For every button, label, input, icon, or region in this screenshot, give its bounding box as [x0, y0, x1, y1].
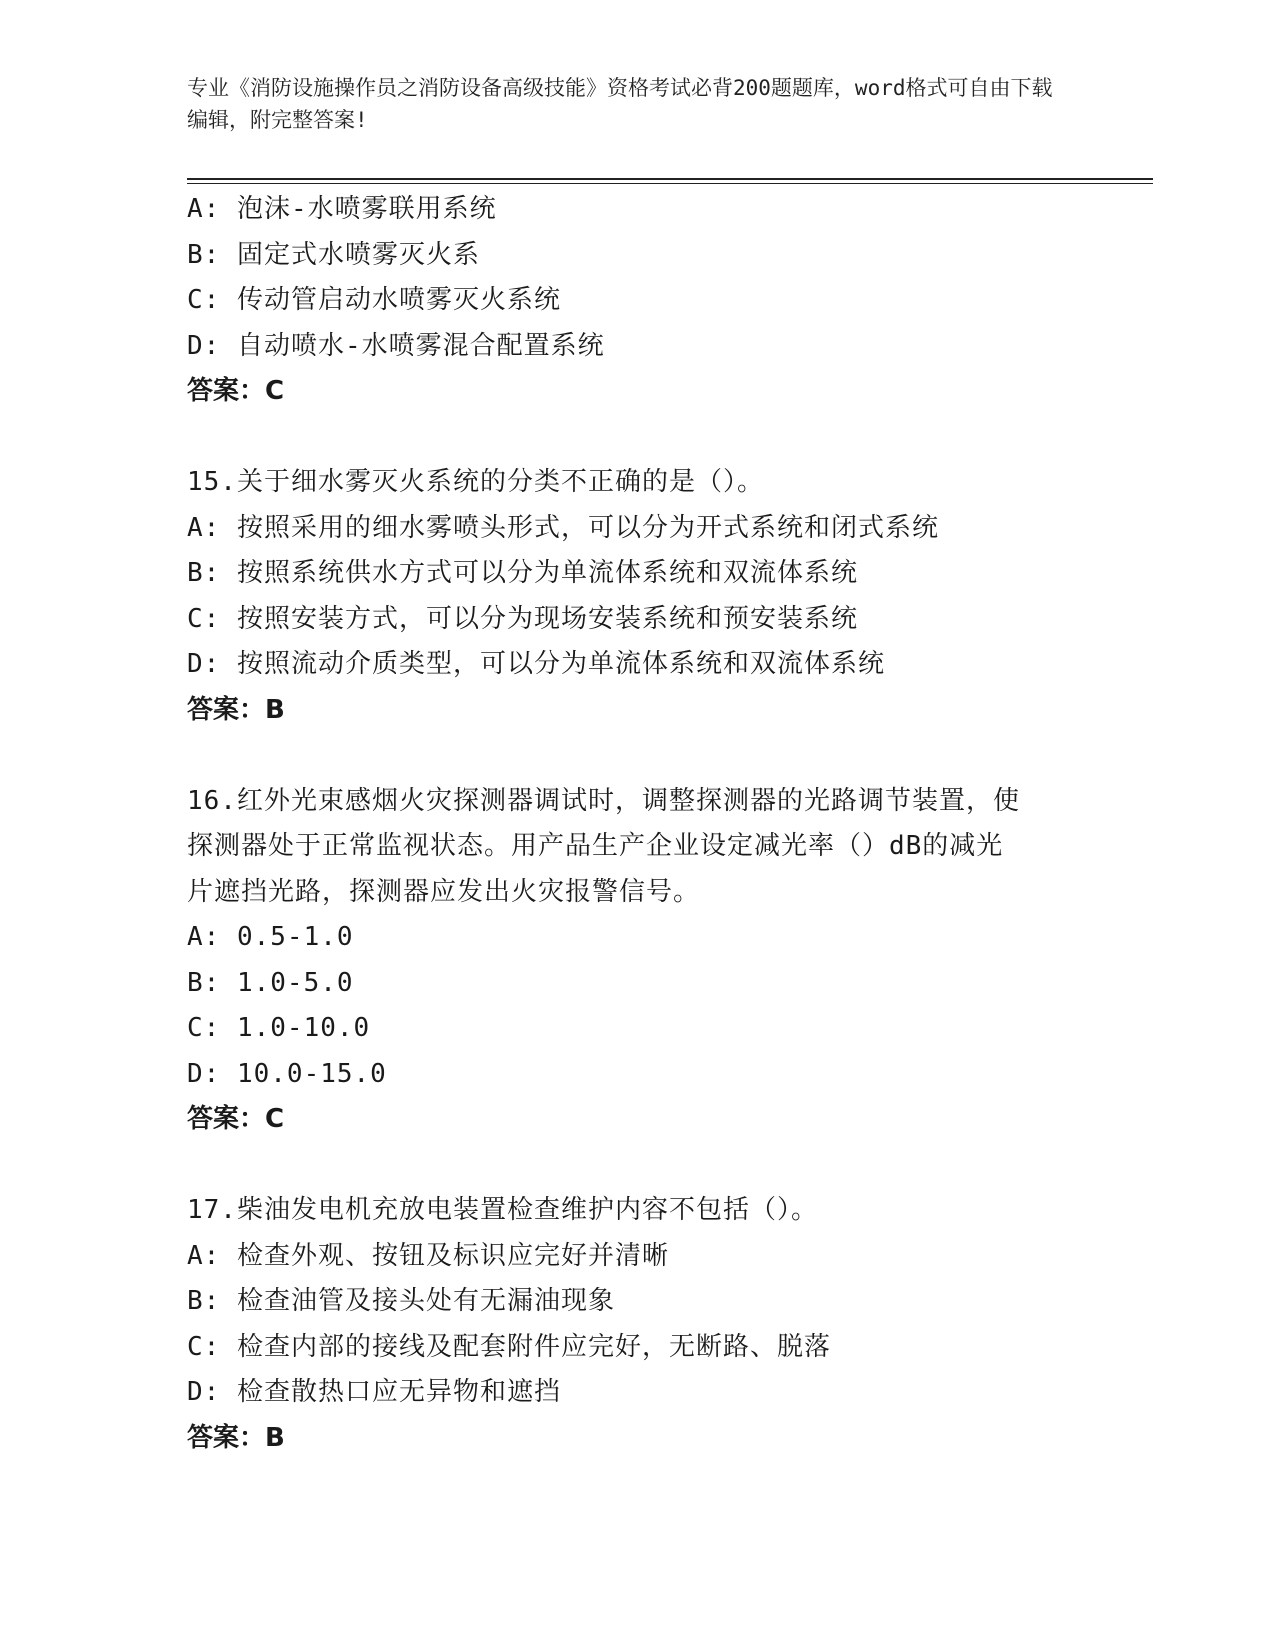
header-rule-thin — [187, 183, 1153, 184]
question-content — [187, 187, 1087, 1461]
option-b: B: 检查油管及接头处有无漏油现象 — [187, 1286, 615, 1316]
answer-line: 答案：C — [187, 376, 285, 406]
question-14-block — [187, 187, 1087, 415]
question-stem-line-2: 探测器处于正常监视状态。用产品生产企业设定减光率（）dB的减光 — [187, 831, 1004, 861]
option-c: C: 检查内部的接线及配套附件应完好，无断路、脱落 — [187, 1331, 831, 1362]
option-c: C: 按照安装方式，可以分为现场安装系统和预安装系统 — [187, 603, 858, 634]
question-stem: 15.关于细水雾灭火系统的分类不正确的是（）。 — [187, 467, 764, 497]
spacer — [187, 733, 1087, 779]
question-stem: 17.柴油发电机充放电装置检查维护内容不包括（）。 — [187, 1195, 818, 1225]
answer-line: 答案：B — [187, 1422, 285, 1453]
question-stem-line-1: 16.红外光束感烟火灾探测器调试时，调整探测器的光路调节装置，使 — [187, 785, 1020, 816]
option-d: D: 检查散热口应无异物和遮挡 — [187, 1377, 561, 1407]
option-d: D: 自动喷水-水喷雾混合配置系统 — [187, 330, 605, 361]
option-a: A: 泡沫-水喷雾联用系统 — [187, 194, 497, 224]
document-header: 专业《消防设施操作员之消防设备高级技能》资格考试必背200题题库，word格式可自由下载编辑，附完整答案! — [187, 76, 1053, 132]
question-17-block — [187, 1188, 1087, 1461]
option-b: B: 固定式水喷雾灭火系 — [187, 239, 480, 270]
option-b: B: 1.0-5.0 — [187, 967, 354, 998]
answer-line: 答案：B — [187, 694, 285, 725]
header-rule-thick — [187, 178, 1153, 180]
option-a: A: 检查外观、按钮及标识应完好并清晰 — [187, 1240, 669, 1271]
option-b: B: 按照系统供水方式可以分为单流体系统和双流体系统 — [187, 558, 858, 588]
question-stem-line-3: 片遮挡光路，探测器应发出火灾报警信号。 — [187, 876, 701, 907]
option-a: A: 0.5-1.0 — [187, 922, 354, 952]
option-c: C: 1.0-10.0 — [187, 1013, 371, 1043]
spacer — [187, 415, 1087, 461]
spacer — [187, 1143, 1087, 1189]
question-15-block — [187, 460, 1087, 733]
option-d: D: 10.0-15.0 — [187, 1058, 387, 1089]
option-a: A: 按照采用的细水雾喷头形式，可以分为开式系统和闭式系统 — [187, 512, 939, 543]
option-d: D: 按照流动介质类型，可以分为单流体系统和双流体系统 — [187, 649, 885, 679]
answer-line: 答案：C — [187, 1104, 285, 1134]
question-16-block — [187, 779, 1087, 1143]
option-c: C: 传动管启动水喷雾灭火系统 — [187, 285, 561, 315]
